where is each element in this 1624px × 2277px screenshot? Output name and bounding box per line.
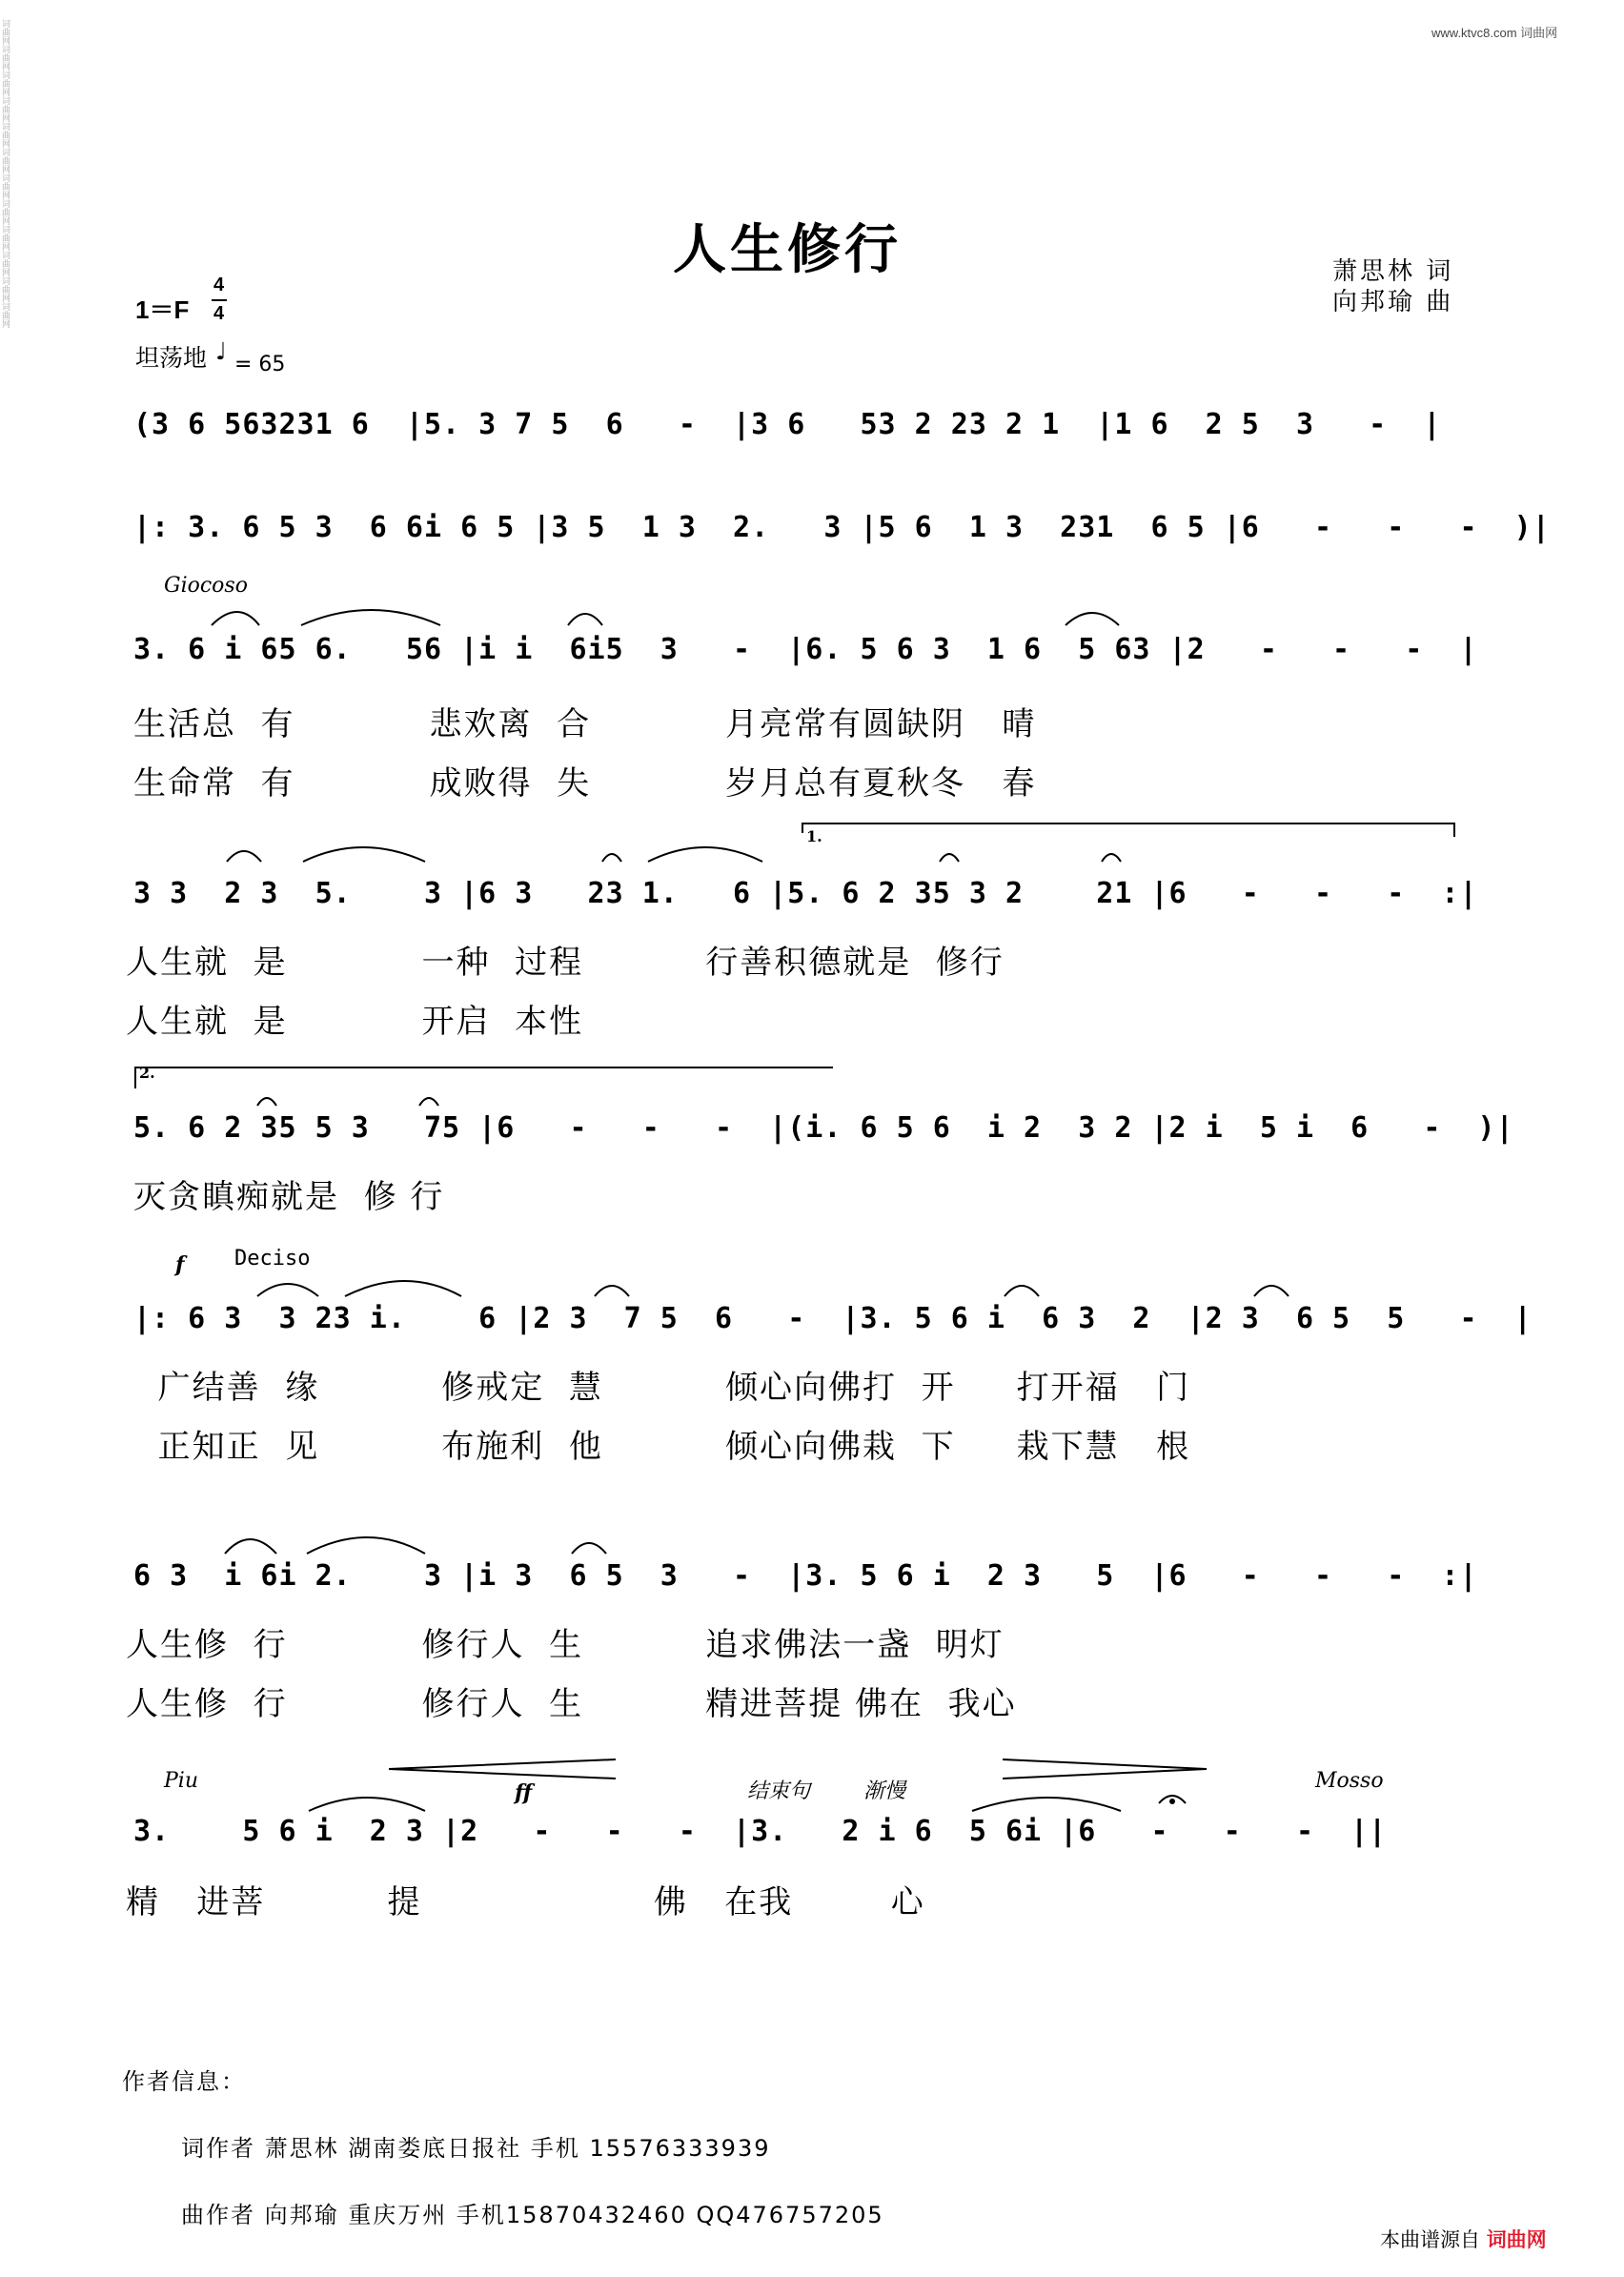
ritardando-mark: 渐慢: [863, 1779, 906, 1803]
tempo-value: = 65: [234, 353, 286, 376]
tempo-marking: 坦荡地: [135, 344, 208, 372]
staff-6-notes: |: 6 3 3 23 i. 6 |2 3 7 5 6 - |3. 5 6 i 6 3 2 |2 3 6 5 5 - |: [133, 1302, 1533, 1335]
staff-6-lyrics-verse-2: 正知正 见 布施利 他 倾心向佛栽 下 栽下慧 根: [133, 1428, 1191, 1466]
expression-mosso: Mosso: [1315, 1769, 1384, 1793]
volta-1: 1.: [806, 827, 822, 845]
volta-2: 2.: [139, 1064, 155, 1082]
time-signature-top: 4: [213, 274, 225, 295]
staff-2-notes: |: 3. 6 5 3 6 6i 6 5 |3 5 1 3 2. 3 |5 6 1 3 231 6 5 |6 - - - )|: [133, 511, 1551, 544]
dynamic-ff: ff: [515, 1780, 533, 1805]
staff-3-lyrics-verse-1: 生活总 有 悲欢离 合 月亮常有圆缺阴 晴: [133, 705, 1037, 743]
staff-8-notes: 3. 5 6 i 2 3 |2 - - - |3. 2 i 6 5 6i |6 - - - ||: [133, 1815, 1388, 1848]
composer-credit: 向邦瑜 曲: [1332, 288, 1454, 316]
staff-7-notes: 6 3 i 6i 2. 3 |i 3 6 5 3 - |3. 5 6 i 2 3 5 |6 - - - :|: [133, 1559, 1478, 1593]
dynamic-f: f: [175, 1252, 185, 1277]
staff-4-lyrics-verse-2: 人生就 是 开启 本性: [126, 1003, 584, 1041]
staff-3-notes: 3. 6 i 65 6. 56 |i i 6i5 3 - |6. 5 6 3 1 6 5 63 |2 - - - |: [133, 633, 1478, 666]
slurs-staff-5: [0, 1060, 1624, 1117]
source-footer: [1380, 2225, 1547, 2253]
expression-giocoso: Giocoso: [164, 574, 248, 598]
expression-deciso: Deciso: [234, 1247, 311, 1271]
slurs-staff-7: [0, 1515, 1624, 1563]
source-prefix: 本曲谱源自: [1380, 2228, 1480, 2251]
time-signature-line: [212, 299, 227, 301]
staff-3-lyrics-verse-2: 生命常 有 成败得 失 岁月总有夏秋冬 春: [133, 764, 1037, 803]
staff-7-lyrics-verse-2: 人生修 行 修行人 生 精进菩提 佛在 我心: [126, 1685, 1017, 1723]
staff-5-notes: 5. 6 2 35 5 3 75 |6 - - - |(i. 6 5 6 i 2 3 2 |2 i 5 i 6 - )|: [133, 1111, 1514, 1145]
slurs-staff-3: [0, 591, 1624, 629]
staff-1-notes: (3 6 563231 6 |5. 3 7 5 6 - |3 6 53 2 23 2 1 |1 6 2 5 3 - |: [133, 408, 1442, 441]
expression-piu: Piu: [164, 1769, 199, 1793]
staff-8-lyrics-verse-1: 精 进菩 提 佛 在我 心: [126, 1883, 925, 1921]
staff-7-lyrics-verse-1: 人生修 行 修行人 生 追求佛法一盏 明灯: [126, 1626, 1005, 1664]
lyricist-credit: 萧思林 词: [1332, 257, 1454, 286]
quarter-note-icon: ♩: [215, 337, 227, 365]
slurs-staff-6: [0, 1258, 1624, 1306]
staff-5-lyrics-verse-1: 灭贪瞋痴就是 修 行: [133, 1178, 445, 1216]
time-signature-bottom: 4: [213, 303, 225, 324]
page-title: 人生修行: [673, 219, 902, 281]
staff-4-lyrics-verse-1: 人生就 是 一种 过程 行善积德就是 修行: [126, 944, 1005, 982]
composer-contact: 曲作者 向邦瑜 重庆万州 手机15870432460 QQ476757205: [181, 2202, 884, 2228]
author-info-heading: 作者信息：: [122, 2068, 246, 2095]
key-signature: 1＝F: [135, 295, 190, 324]
ending-phrase: 结束句: [747, 1779, 811, 1803]
side-watermark: 词曲网词曲网词曲网词曲网词曲网词曲网词曲网词曲网词曲网词曲网词曲网词曲网: [1, 19, 10, 328]
staff-6-lyrics-verse-1: 广结善 缘 修戒定 慧 倾心向佛打 开 打开福 门: [133, 1369, 1191, 1407]
site-watermark: www.ktvc8.com 词曲网: [1431, 26, 1558, 40]
lyricist-contact: 词作者 萧思林 湖南娄底日报社 手机 15576333939: [181, 2135, 771, 2162]
staff-4-notes: 3 3 2 3 5. 3 |6 3 23 1. 6 |5. 6 2 35 3 2 21 |6 - - - :|: [133, 877, 1478, 910]
source-site-link[interactable]: 词曲网: [1486, 2228, 1547, 2251]
